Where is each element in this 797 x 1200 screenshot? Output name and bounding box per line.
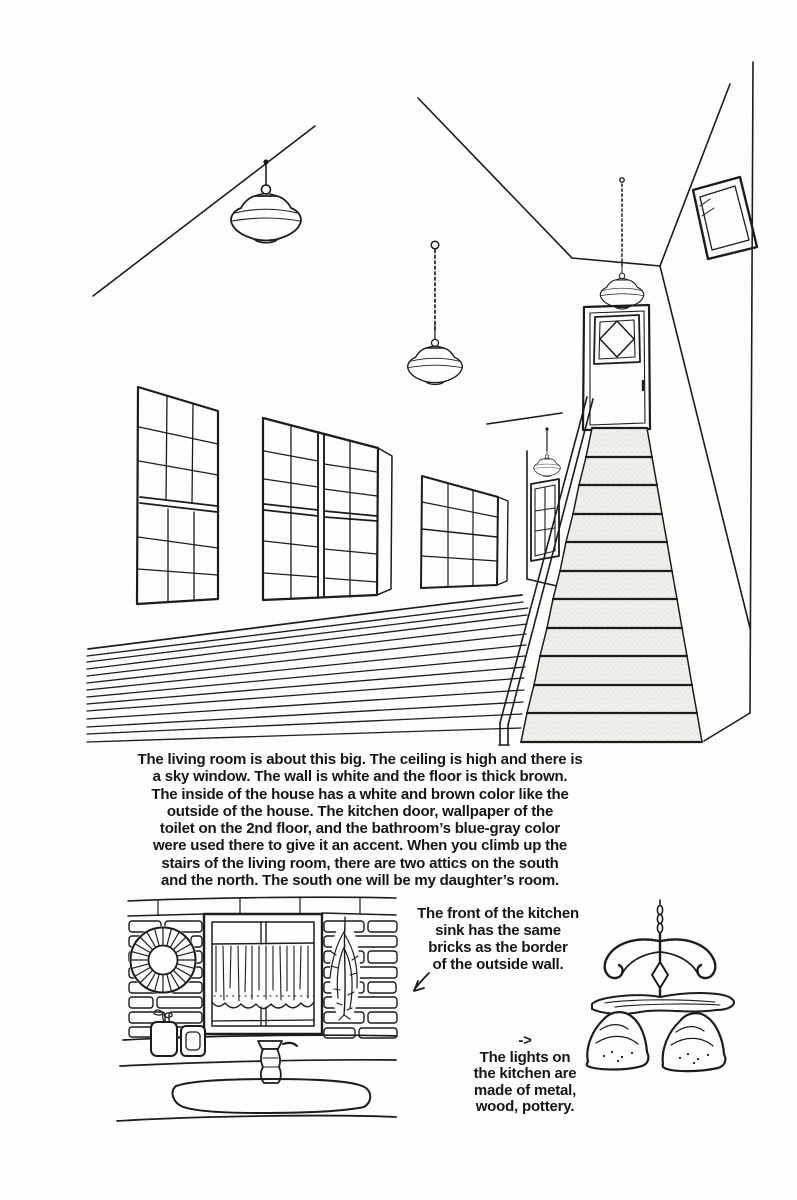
pottery-shade <box>663 1013 726 1071</box>
kitchen-window <box>204 914 322 1034</box>
living-room-interior-sketch <box>87 62 757 745</box>
caption-line: The living room is about this big. The ceiling is high and there is <box>137 751 583 768</box>
note-line: The front of the kitchen <box>417 905 579 922</box>
small-pendant-lamp-icon <box>534 427 561 476</box>
kitchen-lights-note <box>455 1033 595 1116</box>
plant-pots <box>151 1010 205 1056</box>
living-room-window <box>263 418 392 600</box>
attic-door <box>583 305 650 430</box>
caption-line: The inside of the house has a white and brown color like the <box>151 785 569 803</box>
living-room-caption <box>70 751 650 889</box>
note-line: made of metal, <box>473 1081 577 1099</box>
wreath <box>129 926 197 994</box>
kitchen-sink-note <box>398 906 598 974</box>
note-line: wood, pottery. <box>475 1098 575 1116</box>
caption-line: were used there to give it an accent. When you climb up the <box>152 837 568 855</box>
pottery-shade <box>587 1012 649 1069</box>
pendant-lamp-icon <box>408 241 463 384</box>
living-room-window <box>137 387 218 604</box>
sink-basin <box>117 1079 396 1121</box>
floor-planks <box>87 595 528 742</box>
caption-line: toilet on the 2nd floor, and the bathroom’s blue-gray color <box>159 820 561 838</box>
caption-line: and the north. The south one will be my daughter’s room. <box>161 872 559 890</box>
note-line: of the outside wall. <box>432 955 564 973</box>
caption-line: a sky window. The wall is white and the floor is thick brown. <box>152 768 568 786</box>
herb-bundle <box>330 917 360 1022</box>
pendant-lamp-icon <box>600 178 643 309</box>
arrow-down-left-icon <box>414 973 429 991</box>
iron-scrollwork <box>605 933 716 1000</box>
chain <box>657 900 662 933</box>
wood-crossbar <box>592 993 734 1014</box>
pendant-lamp-icon <box>231 160 301 243</box>
note-line: The lights on <box>479 1048 571 1066</box>
note-line: sink has the same <box>435 921 561 939</box>
caption-line: outside of the house. The kitchen door, wallpaper of the <box>166 802 554 820</box>
note-line: the kitchen are <box>473 1065 577 1083</box>
kitchen-sink-window-sketch <box>117 897 397 1121</box>
living-room-window <box>421 476 508 588</box>
right-arrow-label: -> <box>518 1032 532 1049</box>
note-line: bricks as the border <box>428 938 568 956</box>
staircase <box>521 428 702 742</box>
kitchen-pendant-lights-sketch <box>587 900 734 1071</box>
caption-line: stairs of the living room, there are two attics on the south <box>161 854 559 872</box>
skylight-window <box>693 177 757 259</box>
faucet <box>258 1041 297 1083</box>
